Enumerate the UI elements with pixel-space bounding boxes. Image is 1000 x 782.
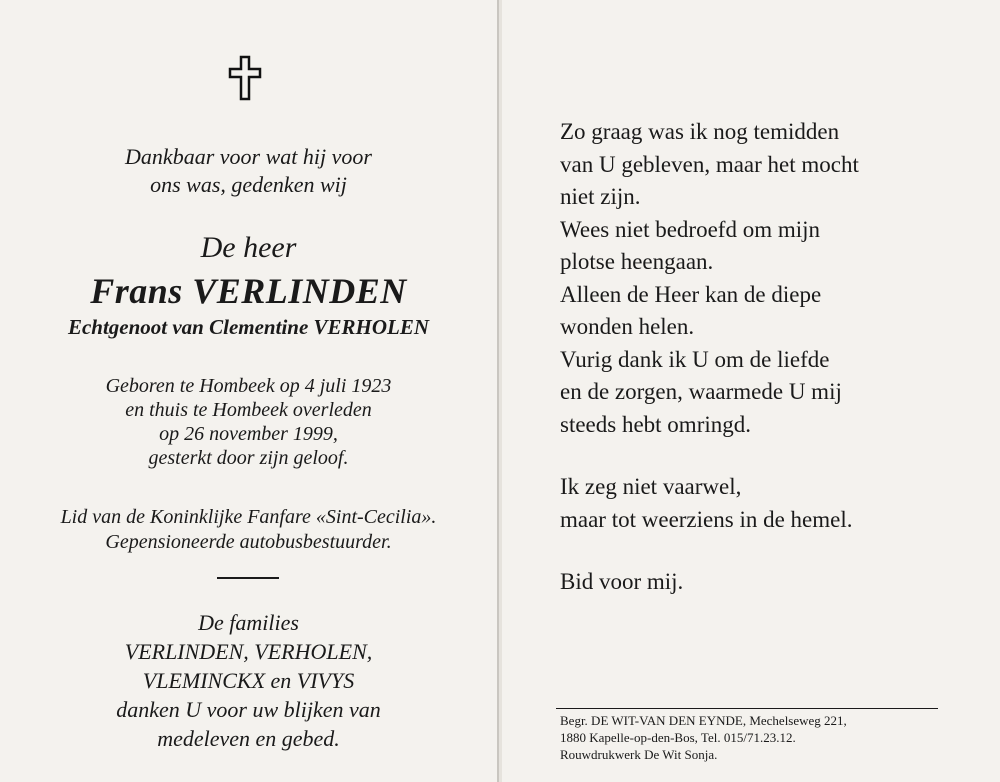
poem-line: Ik zeg niet vaarwel, xyxy=(560,474,742,499)
divider xyxy=(217,577,279,579)
poem-line: van U gebleven, maar het mocht xyxy=(560,151,859,177)
poem-line: steeds hebt omringd. xyxy=(560,411,751,437)
cross-icon xyxy=(228,55,262,101)
families-line: De families xyxy=(198,610,299,635)
stanza-gap xyxy=(560,536,859,566)
birth-death-line: en thuis te Hombeek overleden xyxy=(125,399,372,421)
intro-text xyxy=(0,143,497,199)
families-block xyxy=(0,608,497,753)
poem-line: Bid voor mij. xyxy=(560,569,684,594)
printer-line: Begr. DE WIT-VAN DEN EYNDE, Mechelseweg 221, xyxy=(560,713,847,728)
poem-line: Wees niet bedroefd om mijn xyxy=(560,216,821,242)
honorific: De heer xyxy=(200,231,297,264)
membership-block xyxy=(0,505,497,555)
poem-line: plotse heengaan. xyxy=(560,249,714,274)
families-line: VERLINDEN, VERHOLEN, xyxy=(124,639,373,664)
printer-line: Rouwdrukwerk De Wit Sonja. xyxy=(560,747,718,762)
intro-line: Dankbaar voor wat hij voor xyxy=(125,144,372,169)
families-line: VLEMINCKX en VIVYS xyxy=(142,668,355,693)
birth-death-line: op 26 november 1999, xyxy=(159,423,338,445)
poem-line: Zo graag was ik nog temidden xyxy=(560,119,840,144)
right-panel xyxy=(500,0,1000,782)
birth-death-line: gesterkt door zijn geloof. xyxy=(148,447,349,469)
poem-line: Vurig dank ik U om de liefde xyxy=(560,346,830,372)
poem xyxy=(560,116,859,599)
poem-line: maar tot weerziens in de hemel. xyxy=(560,506,853,532)
families-line: medeleven en gebed. xyxy=(157,726,340,751)
families-line: danken U voor uw blijken van xyxy=(116,697,381,722)
membership-line: Gepensioneerde autobusbestuurder. xyxy=(105,531,392,553)
poem-line: wonden helen. xyxy=(560,314,695,339)
birth-death-line: Geboren te Hombeek op 4 juli 1923 xyxy=(105,375,392,397)
spouse-line: Echtgenoot van Clementine VERHOLEN xyxy=(67,315,430,339)
left-panel xyxy=(0,0,497,782)
printer-imprint xyxy=(560,712,847,763)
printer-line: 1880 Kapelle-op-den-Bos, Tel. 015/71.23.12. xyxy=(560,730,796,745)
deceased-name: Frans VERLINDEN xyxy=(90,271,407,311)
printer-divider xyxy=(556,708,938,709)
intro-line: ons was, gedenken wij xyxy=(150,172,347,197)
poem-line: Alleen de Heer kan de diepe xyxy=(560,281,822,307)
poem-line: niet zijn. xyxy=(560,184,641,209)
membership-line: Lid van de Koninklijke Fanfare «Sint-Cecilia». xyxy=(60,506,437,528)
stanza-gap xyxy=(560,441,859,471)
poem-line: en de zorgen, waarmede U mij xyxy=(560,379,842,404)
birth-death-block xyxy=(0,374,497,470)
fold-line xyxy=(497,0,499,782)
